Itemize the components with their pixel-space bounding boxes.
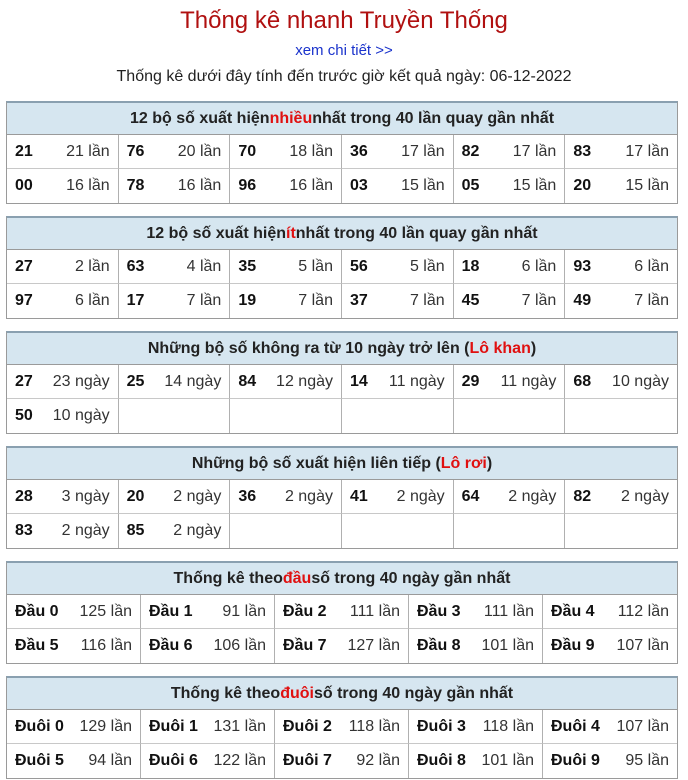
stat-cell (230, 365, 342, 399)
stat-cell (275, 744, 409, 778)
stat-cell (565, 250, 677, 284)
pair-count: 5 lần (298, 257, 333, 275)
stat-cell (7, 744, 141, 778)
empty-cell (230, 514, 342, 548)
stat-cell (230, 284, 342, 318)
head-count: 106 lần (213, 637, 266, 654)
tail-digit: Đuôi 9 (551, 752, 600, 769)
head-count: 112 lần (617, 602, 669, 620)
pair-number: 50 (15, 407, 33, 424)
pair-count: 2 lần (74, 257, 110, 275)
tail-digit: Đuôi 5 (15, 752, 64, 769)
pair-number: 27 (15, 257, 33, 275)
stat-cell (141, 710, 275, 744)
empty-cell (565, 514, 677, 548)
empty-cell (342, 514, 454, 548)
stat-cell (565, 365, 677, 399)
pair-number: 36 (349, 142, 368, 160)
pair-number: 20 (126, 487, 145, 505)
pair-number: 76 (126, 142, 145, 160)
head-digit: Đầu 4 (551, 602, 595, 620)
pair-count: 15 lần (512, 177, 557, 194)
head-digit: Đầu 3 (417, 602, 461, 620)
tail-digit: Đuôi 4 (551, 717, 600, 735)
pair-number: 25 (126, 372, 145, 390)
heading-text: Thống kê theo (170, 684, 281, 702)
pair-number: 82 (461, 142, 480, 160)
heading-text: nhất trong 40 lần quay gần nhất (295, 224, 538, 242)
pair-count: 17 lần (401, 142, 445, 160)
tail-digit: Đuôi 2 (283, 717, 332, 735)
stat-cell (565, 284, 677, 318)
tail-count: 131 lần (213, 717, 266, 735)
pair-count: 10 ngày (52, 407, 110, 424)
stat-cell (454, 169, 566, 203)
stats-grid (7, 480, 677, 548)
stat-cell (275, 710, 409, 744)
pair-count: 18 lần (289, 142, 333, 160)
stat-cell (342, 365, 454, 399)
stat-cell (141, 629, 275, 663)
section-heading (7, 678, 677, 710)
stat-cell (141, 744, 275, 778)
pair-number: 14 (349, 372, 368, 390)
heading-text: Những bộ số không ra từ 10 ngày trở lên ( (147, 339, 470, 357)
pair-number: 41 (349, 487, 368, 505)
pair-count: 16 lần (177, 177, 222, 194)
stat-cell (409, 710, 543, 744)
page-subtitle: Thống kê dưới đây tính đến trước giờ kết quả ngày: 06-12-2022 (116, 68, 572, 85)
pair-count: 6 lần (521, 257, 557, 275)
stat-cell (275, 629, 409, 663)
pair-count: 14 ngày (164, 372, 222, 390)
head-digit: Đầu 0 (15, 602, 59, 620)
heading-text: 12 bộ số xuất hiện (146, 224, 286, 242)
pair-count: 17 lần (625, 142, 669, 160)
head-count: 111 lần (349, 602, 400, 620)
stat-cell (454, 284, 566, 318)
pair-number: 64 (461, 487, 480, 505)
tail-digit: Đuôi 0 (15, 717, 64, 735)
tail-count: 95 lần (625, 752, 669, 769)
tail-digit: Đuôi 1 (149, 717, 198, 735)
stat-cell (543, 629, 677, 663)
detail-link[interactable]: xem chi tiết >> (295, 42, 393, 59)
stat-cell (7, 514, 119, 548)
stat-cell (119, 480, 231, 514)
pair-number: 84 (238, 372, 257, 390)
pair-count: 2 ngày (620, 487, 669, 505)
stat-cell (275, 595, 409, 629)
pair-number: 03 (349, 177, 368, 194)
stat-cell (342, 169, 454, 203)
head-digit: Đầu 9 (551, 637, 595, 654)
head-count: 107 lần (616, 637, 669, 654)
heading-text: số trong 40 ngày gần nhất (313, 684, 514, 702)
stat-cell (342, 480, 454, 514)
lo-khan-section (6, 331, 678, 434)
stats-grid (7, 595, 677, 663)
heading-highlight: Lô khan (469, 339, 531, 357)
pair-count: 7 lần (634, 292, 669, 309)
pair-number: 00 (15, 177, 33, 194)
section-heading (7, 448, 677, 480)
stat-cell (141, 595, 275, 629)
head-digit: Đầu 6 (149, 637, 193, 654)
pair-count: 12 ngày (276, 372, 333, 390)
head-count: 91 lần (222, 602, 266, 620)
pair-count: 7 lần (186, 292, 222, 309)
pair-number: 36 (238, 487, 257, 505)
stat-cell (7, 710, 141, 744)
duoi-section (6, 676, 678, 779)
stat-cell (454, 365, 566, 399)
pair-number: 82 (573, 487, 592, 505)
pair-count: 3 ngày (61, 487, 110, 505)
pair-count: 2 ngày (508, 487, 557, 505)
pair-count: 2 ngày (173, 487, 222, 505)
stats-grid (7, 365, 677, 433)
tail-digit: Đuôi 6 (149, 752, 198, 769)
pair-count: 11 ngày (388, 372, 445, 390)
pair-number: 20 (573, 177, 592, 194)
stat-cell (565, 480, 677, 514)
tail-count: 92 lần (356, 752, 400, 769)
heading-highlight: đầu (282, 569, 312, 587)
section-heading (7, 333, 677, 365)
tail-digit: Đuôi 7 (283, 752, 332, 769)
pair-number: 49 (573, 292, 592, 309)
pair-number: 45 (461, 292, 480, 309)
pair-count: 11 ngày (500, 372, 557, 390)
head-count: 101 lần (481, 637, 534, 654)
heading-highlight: đuôi (280, 684, 314, 702)
pair-number: 35 (238, 257, 257, 275)
pair-count: 2 ngày (61, 522, 110, 539)
stat-cell (230, 169, 342, 203)
pair-number: 97 (15, 292, 33, 309)
stat-cell (7, 365, 119, 399)
stats-grid (7, 135, 677, 203)
pair-number: 68 (573, 372, 592, 390)
pair-number: 29 (461, 372, 480, 390)
pair-count: 6 lần (634, 257, 669, 275)
pair-number: 70 (238, 142, 257, 160)
tail-count: 94 lần (88, 752, 132, 769)
empty-cell (119, 399, 231, 433)
stat-cell (119, 284, 231, 318)
pair-count: 2 ngày (396, 487, 445, 505)
pair-count: 15 lần (401, 177, 445, 194)
head-digit: Đầu 7 (283, 637, 327, 654)
section-heading (7, 218, 677, 250)
pair-count: 21 lần (66, 142, 110, 160)
tail-digit: Đuôi 3 (417, 717, 466, 735)
stat-cell (119, 135, 231, 169)
tail-count: 129 lần (79, 717, 132, 735)
heading-text: ) (486, 454, 493, 472)
head-digit: Đầu 8 (417, 637, 461, 654)
pair-number: 19 (238, 292, 257, 309)
stat-cell (7, 284, 119, 318)
most-frequent-section (6, 101, 678, 204)
head-count: 116 lần (80, 637, 132, 654)
stat-cell (119, 514, 231, 548)
pair-count: 23 ngày (52, 372, 110, 390)
heading-text: Thống kê theo (173, 569, 283, 587)
pair-number: 78 (126, 177, 145, 194)
stat-cell (119, 169, 231, 203)
stat-cell (409, 629, 543, 663)
lo-roi-section (6, 446, 678, 549)
pair-count: 20 lần (177, 142, 222, 160)
pair-number: 37 (349, 292, 368, 309)
tail-count: 101 lần (481, 752, 534, 769)
pair-count: 15 lần (625, 177, 669, 194)
heading-text: 12 bộ số xuất hiện (129, 109, 270, 127)
pair-count: 2 ngày (284, 487, 333, 505)
pair-count: 7 lần (409, 292, 445, 309)
head-count: 125 lần (79, 602, 132, 620)
pair-count: 17 lần (512, 142, 557, 160)
stat-cell (454, 250, 566, 284)
pair-number: 63 (126, 257, 145, 275)
stat-cell (543, 744, 677, 778)
empty-cell (454, 399, 566, 433)
head-digit: Đầu 5 (15, 637, 59, 654)
pair-number: 85 (126, 522, 145, 539)
least-frequent-section (6, 216, 678, 319)
stat-cell (7, 250, 119, 284)
stat-cell (230, 135, 342, 169)
stat-cell (119, 250, 231, 284)
pair-count: 7 lần (298, 292, 333, 309)
tail-count: 107 lần (616, 717, 669, 735)
stat-cell (342, 284, 454, 318)
stat-cell (454, 135, 566, 169)
stat-cell (342, 135, 454, 169)
pair-number: 83 (573, 142, 592, 160)
stat-cell (342, 250, 454, 284)
stat-cell (565, 169, 677, 203)
head-count: 127 lần (347, 637, 400, 654)
stat-cell (230, 250, 342, 284)
stat-cell (409, 744, 543, 778)
stat-cell (543, 595, 677, 629)
pair-count: 16 lần (66, 177, 110, 194)
empty-cell (565, 399, 677, 433)
stat-cell (543, 710, 677, 744)
section-heading (7, 563, 677, 595)
pair-count: 7 lần (521, 292, 557, 309)
stats-grid (7, 710, 677, 778)
pair-number: 93 (573, 257, 592, 275)
head-digit: Đầu 2 (283, 602, 327, 620)
empty-cell (342, 399, 454, 433)
stat-cell (230, 480, 342, 514)
pair-count: 5 lần (409, 257, 445, 275)
stat-cell (7, 480, 119, 514)
stat-cell (7, 629, 141, 663)
stats-grid (7, 250, 677, 318)
pair-count: 16 lần (289, 177, 333, 194)
pair-number: 28 (15, 487, 33, 505)
page-title: Thống kê nhanh Truyền Thống (180, 7, 508, 34)
head-digit: Đầu 1 (149, 602, 193, 620)
stat-cell (7, 169, 119, 203)
pair-number: 27 (15, 372, 33, 390)
heading-text: nhất trong 40 lần quay gần nhất (312, 109, 555, 127)
heading-highlight: ít (286, 224, 296, 242)
pair-number: 56 (349, 257, 368, 275)
pair-number: 05 (461, 177, 480, 194)
pair-count: 10 ngày (612, 372, 669, 390)
heading-text: Những bộ số xuất hiện liên tiếp ( (191, 454, 441, 472)
heading-highlight: nhiều (269, 109, 313, 127)
empty-cell (230, 399, 342, 433)
heading-text: ) (530, 339, 537, 357)
pair-count: 4 lần (186, 257, 222, 275)
stat-cell (7, 595, 141, 629)
tail-digit: Đuôi 8 (417, 752, 466, 769)
dau-section (6, 561, 678, 664)
stat-cell (565, 135, 677, 169)
pair-number: 83 (15, 522, 33, 539)
stat-cell (119, 365, 231, 399)
pair-number: 96 (238, 177, 257, 194)
heading-highlight: Lô rơi (440, 454, 487, 472)
heading-text: số trong 40 ngày gần nhất (311, 569, 511, 587)
tail-count: 118 lần (482, 717, 534, 735)
pair-number: 21 (15, 142, 33, 160)
tail-count: 122 lần (213, 752, 266, 769)
head-count: 111 lần (483, 602, 534, 620)
empty-cell (454, 514, 566, 548)
pair-count: 6 lần (74, 292, 110, 309)
stat-cell (454, 480, 566, 514)
stat-cell (409, 595, 543, 629)
pair-count: 2 ngày (173, 522, 222, 539)
section-heading (7, 103, 677, 135)
stat-cell (7, 399, 119, 433)
tail-count: 118 lần (348, 717, 400, 735)
stat-cell (7, 135, 119, 169)
pair-number: 17 (126, 292, 145, 309)
pair-number: 18 (461, 257, 480, 275)
